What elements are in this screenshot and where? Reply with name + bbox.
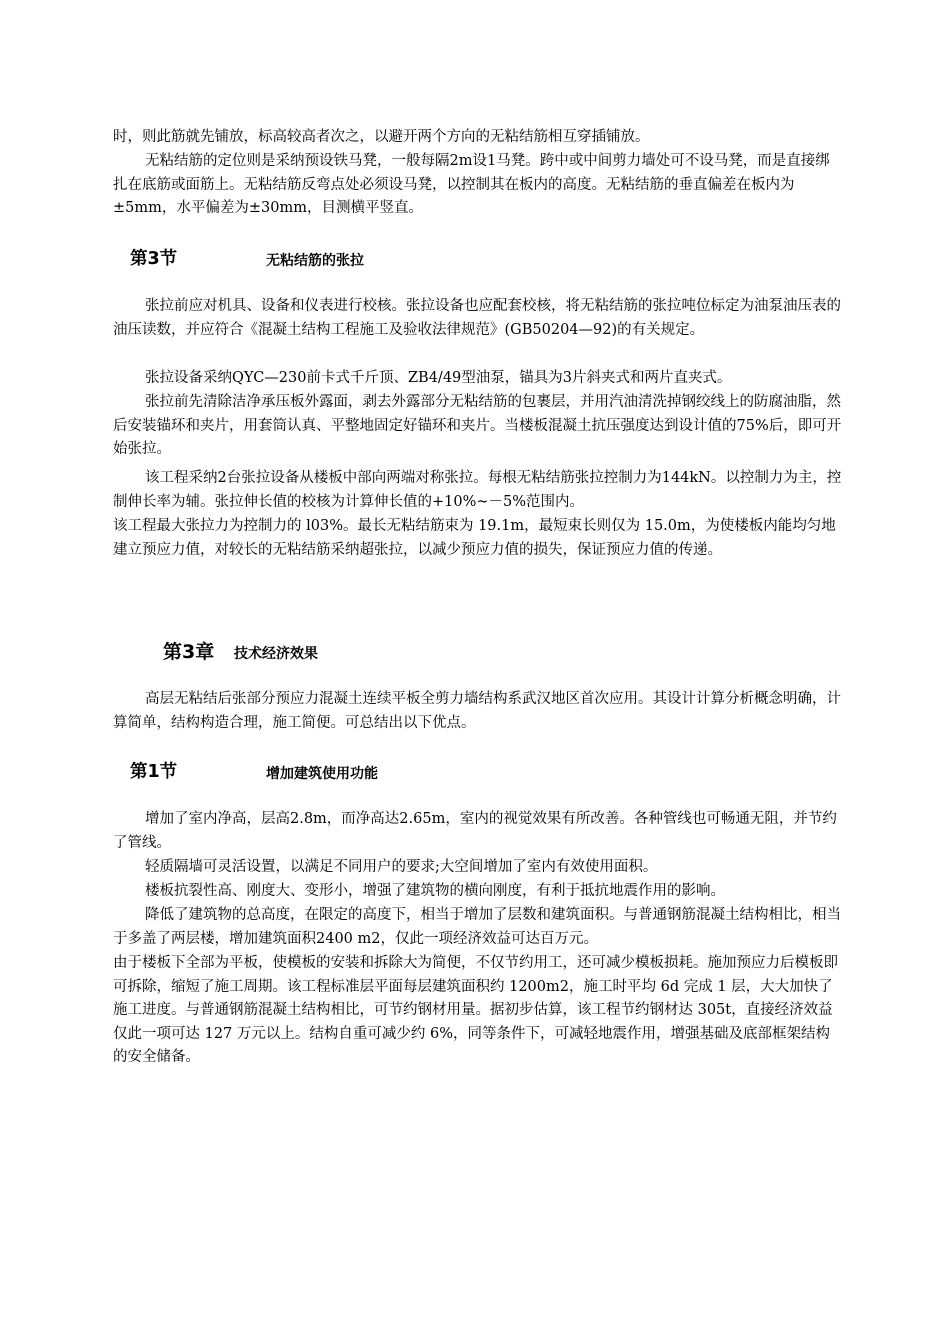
chapter-3-label: 第3章: [163, 641, 215, 663]
paragraph-partition: 轻质隔墙可灵活设置，以满足不同用户的要求;大空间增加了室内有效使用面积。: [145, 859, 658, 875]
section-3-title: 无粘结筋的张拉: [266, 253, 364, 269]
paragraph-calibration: 张拉前应对机具、设备和仪表进行校核。张拉设备也应配套校核，将无粘结筋的张拉吨位标定为油泵油压表的油压读数，并应符合《混凝土结构工程施工及验收法律规范》(GB50204—92)的有关规定。: [113, 298, 841, 338]
chapter-3-title: 技术经济效果: [234, 646, 318, 662]
paragraph-height-reduction: 降低了建筑物的总高度，在限定的高度下，相当于增加了层数和建筑面积。与普通钢筋混凝土结构相比，相当于多盖了两层楼，增加建筑面积2400 m2，仅此一项经济效益可达百万元。: [113, 907, 841, 947]
paragraph-formwork: 由于楼板下全部为平板，使模板的安装和拆除大为简便，不仅节约用工，还可减少模板损耗。施加预应力后模板即可拆除，缩短了施工周期。该工程标准层平面每层建筑面积约 1200m2，施工时平均 6d 完成 1 层，大大加快了施工进度。与普通钢筋混凝土结构相比，可节约钢材用量。据初步估算，该工程节约钢材达 305t，直接经济效益仅此一项可达 127 万元以上。结构自重可减少约 6%，同等条件下，可减轻地震作用，增强基础及底部框架结构的安全储备。: [113, 955, 838, 1065]
section-1-title: 增加建筑使用功能: [266, 766, 378, 782]
paragraph-placement-order: 时，则此筋就先铺放，标高较高者次之，以避开两个方向的无粘结筋相互穿插铺放。: [113, 129, 650, 145]
paragraph-tensioning: 该工程采纳2台张拉设备从楼板中部向两端对称张拉。每根无粘结筋张拉控制力为144kN。以控制力为主，控制伸长率为辅。张拉伸长值的校核为计算伸长值的+10%~－5%范围内。: [113, 470, 842, 510]
paragraph-preparation: 张拉前先清除洁净承压板外露面，剥去外露部分无粘结筋的包裹层，并用汽油清洗掉钢绞线上的防腐油脂，然后安装锚环和夹片，用套筒认真、平整地固定好锚环和夹片。当楼板混凝土抗压强度达到设计值的75%后，即可开始张拉。: [113, 394, 842, 457]
paragraph-over-tension: 该工程最大张拉力为控制力的 l03%。最长无粘结筋束为 19.1m，最短束长则仅为 15.0m，为使楼板内能均匀地建立预应力值，对较长的无粘结筋采纳超张拉，以减少预应力值的损失，保证预应力值的传递。: [113, 518, 836, 558]
paragraph-clear-height: 增加了室内净高，层高2.8m，而净高达2.65m，室内的视觉效果有所改善。各种管线也可畅通无阻，并节约了管线。: [113, 811, 837, 851]
paragraph-summary: 高层无粘结后张部分预应力混凝土连续平板全剪力墙结构系武汉地区首次应用。其设计计算分析概念明确，计算简单，结构构造合理，施工简便。可总结出以下优点。: [113, 691, 841, 731]
section-1-label: 第1节: [130, 762, 178, 782]
section-3-label: 第3节: [130, 249, 178, 269]
paragraph-equipment: 张拉设备采纳QYC—230前卡式千斤顶、ZB4/49型油泵，锚具为3片斜夹式和两片直夹式。: [145, 370, 732, 386]
paragraph-positioning: 无粘结筋的定位则是采纳预设铁马凳，一般每隔2m设1马凳。跨中或中间剪力墙处可不设马凳，而是直接绑扎在底筋或面筋上。无粘结筋反弯点处必须设马凳，以控制其在板内的高度。无粘结筋的垂直偏差在板内为±5mm，水平偏差为±30mm，目测横平竖直。: [113, 153, 830, 216]
paragraph-stiffness: 楼板抗裂性高、刚度大、变形小，增强了建筑物的横向刚度，有利于抵抗地震作用的影响。: [145, 883, 725, 899]
